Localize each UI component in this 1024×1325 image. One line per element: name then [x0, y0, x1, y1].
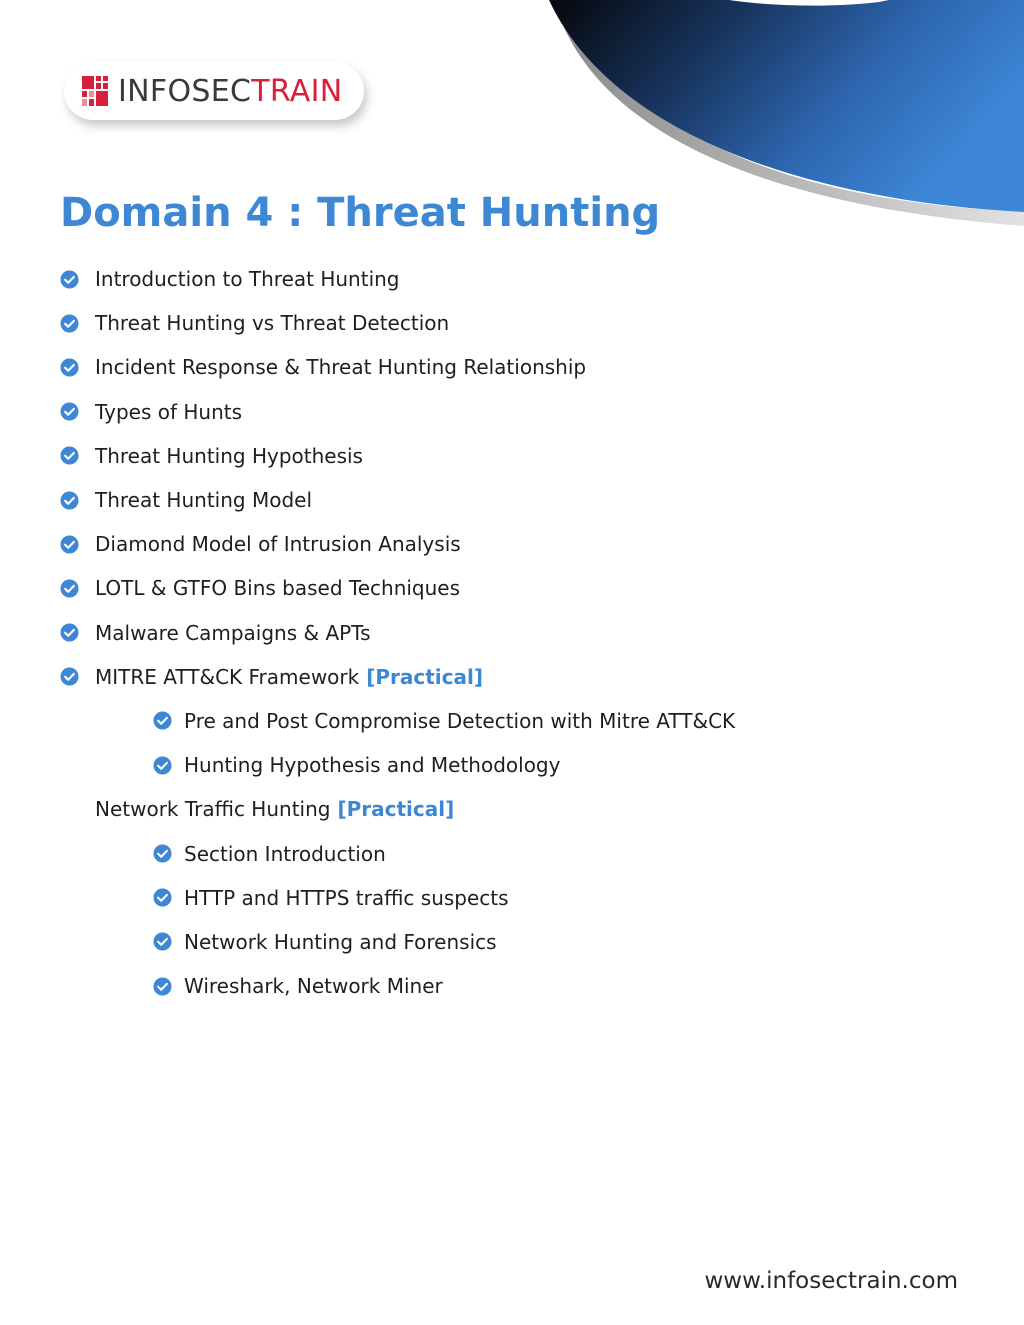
check-circle-icon — [60, 446, 79, 465]
subtopic-item — [0, 831, 1024, 875]
practical-tag: [Practical] — [366, 664, 483, 689]
topic-item — [0, 655, 1024, 699]
subtopic-item — [0, 920, 1024, 964]
topic-item — [0, 522, 1024, 566]
topic-item — [0, 611, 1024, 655]
topic-item — [0, 345, 1024, 389]
check-circle-icon — [60, 491, 79, 510]
topic-text: Types of Hunts — [95, 399, 243, 424]
topic-text: Wireshark, Network Miner — [184, 974, 443, 999]
check-circle-icon — [153, 844, 172, 863]
topic-text: HTTP and HTTPS traffic suspects — [184, 885, 509, 910]
topic-item — [0, 434, 1024, 478]
topic-text: Network Traffic Hunting — [95, 797, 331, 822]
brand-logo — [64, 62, 364, 120]
topic-text: MITRE ATT&CK Framework — [95, 664, 360, 689]
check-circle-icon — [153, 756, 172, 775]
check-circle-icon — [153, 932, 172, 951]
subtopic-item — [0, 876, 1024, 920]
topic-list — [0, 257, 1024, 1008]
check-circle-icon — [60, 402, 79, 421]
check-circle-icon — [60, 579, 79, 598]
topic-item — [0, 787, 1024, 831]
topic-text: Network Hunting and Forensics — [184, 929, 497, 954]
check-circle-icon — [153, 711, 172, 730]
subtopic-item — [0, 964, 1024, 1008]
page-title: Domain 4 : Threat Hunting — [60, 190, 661, 236]
topic-item — [0, 301, 1024, 345]
topic-text: Section Introduction — [184, 841, 386, 866]
check-circle-icon — [153, 977, 172, 996]
infosectrain-logo-mark-icon — [82, 76, 108, 106]
brand-wordmark — [118, 74, 342, 109]
topic-text: Diamond Model of Intrusion Analysis — [95, 532, 461, 557]
check-circle-icon — [153, 888, 172, 907]
topic-item — [0, 390, 1024, 434]
topic-text: Hunting Hypothesis and Methodology — [184, 753, 561, 778]
check-circle-icon — [60, 314, 79, 333]
topic-text: Introduction to Threat Hunting — [95, 267, 400, 292]
topic-item — [0, 257, 1024, 301]
check-circle-icon — [60, 667, 79, 686]
subtopic-item — [0, 743, 1024, 787]
check-circle-icon — [60, 270, 79, 289]
subtopic-item — [0, 699, 1024, 743]
brand-name-part1: INFOSEC — [118, 73, 252, 109]
brand-name-part2: TRAIN — [251, 73, 343, 109]
topic-item — [0, 566, 1024, 610]
topic-text: Threat Hunting vs Threat Detection — [95, 311, 450, 336]
check-circle-icon — [60, 623, 79, 642]
topic-text: Threat Hunting Model — [95, 488, 313, 513]
topic-text: Pre and Post Compromise Detection with Mitre ATT&CK — [184, 708, 736, 733]
topic-text: Malware Campaigns & APTs — [95, 620, 371, 645]
topic-text: Threat Hunting Hypothesis — [95, 443, 363, 468]
check-circle-icon — [60, 535, 79, 554]
topic-text: LOTL & GTFO Bins based Techniques — [95, 576, 461, 601]
topic-item — [0, 478, 1024, 522]
practical-tag: [Practical] — [337, 797, 455, 822]
footer-website-url: www.infosectrain.com — [704, 1268, 958, 1294]
check-circle-icon — [60, 358, 79, 377]
topic-text: Incident Response & Threat Hunting Relationship — [95, 355, 587, 380]
